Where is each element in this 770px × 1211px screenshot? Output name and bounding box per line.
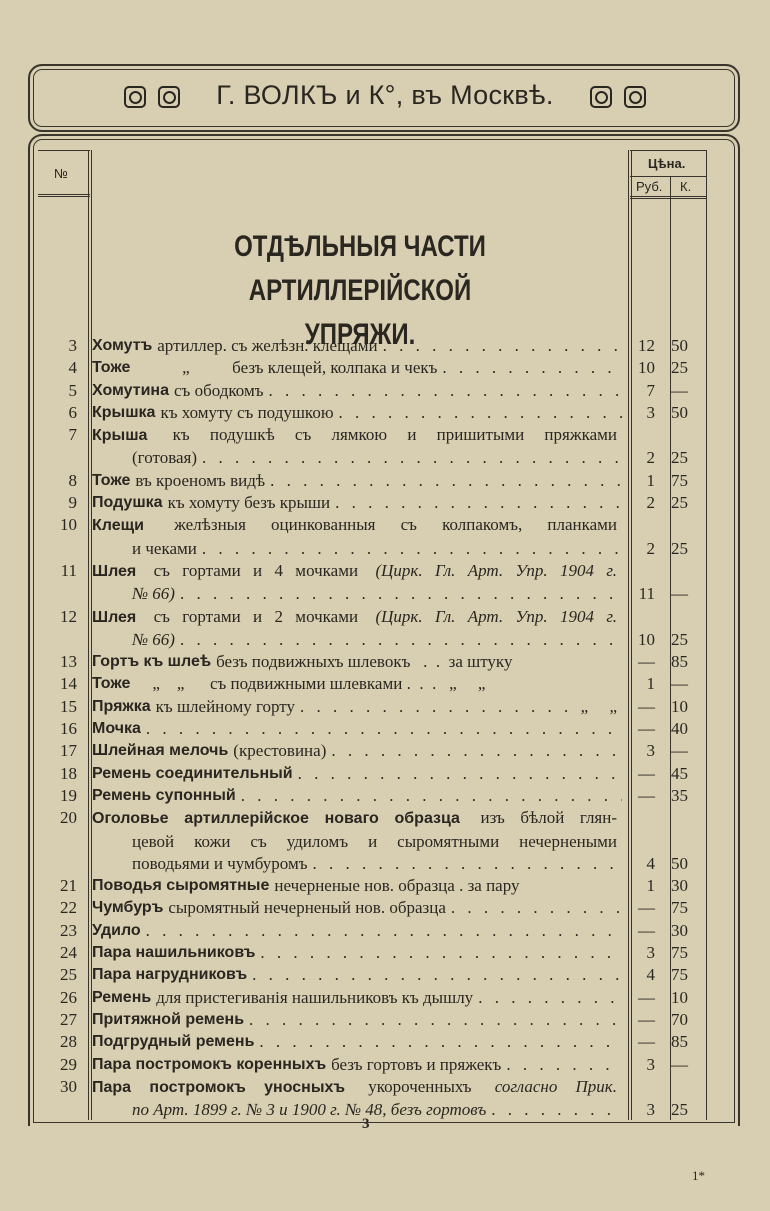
dot-leader	[451, 897, 622, 919]
item-detail: (готовая)	[132, 448, 198, 468]
list-item	[38, 987, 708, 1009]
description-line	[92, 942, 622, 964]
item-name: Крыша	[92, 427, 148, 445]
list-item	[38, 763, 708, 785]
price-kopecks: —	[671, 380, 688, 400]
item-name: Ремень супонный	[92, 786, 236, 804]
ornament-icon	[624, 86, 646, 108]
header-rule	[630, 150, 707, 151]
dot-leader	[202, 538, 622, 560]
description-line	[92, 718, 622, 740]
price-kopecks: 75	[671, 470, 688, 490]
price-rubles: 1	[646, 876, 655, 896]
item-description	[92, 651, 622, 673]
description-line	[92, 1099, 622, 1121]
item-name: Хомутъ	[92, 337, 153, 354]
price-kopecks: 25	[671, 538, 688, 558]
price-rubles: —	[638, 763, 655, 783]
item-description	[92, 987, 622, 1009]
list-item	[38, 606, 708, 652]
publisher-title: Г. ВОЛКЪ и К°, въ Москвѣ.	[216, 80, 554, 110]
ornament-icon	[158, 86, 180, 108]
item-reference: (Цирк. Гл. Арт. Упр. 1904 г.	[375, 606, 618, 626]
dot-leader	[442, 357, 622, 379]
list-item	[38, 380, 708, 402]
dot-leader	[146, 718, 622, 740]
item-name: Шлея	[92, 608, 137, 626]
price-rubles: —	[638, 1032, 655, 1052]
price-kopecks: 25	[671, 493, 688, 513]
item-number: 8	[68, 470, 77, 490]
item-number: 16	[60, 719, 77, 739]
item-description	[92, 424, 622, 470]
price-rubles: 10	[638, 358, 655, 378]
price-kopecks: 50	[671, 402, 688, 422]
price-kopecks: 30	[671, 920, 688, 940]
description-line	[92, 514, 622, 537]
item-number: 10	[60, 515, 77, 535]
item-detail: нечерненые нов. образца . за пару	[274, 876, 520, 896]
price-column-header: Цѣна.	[648, 156, 686, 171]
item-name: Пряжка	[92, 697, 151, 715]
item-description	[92, 606, 622, 652]
header-rule	[630, 176, 707, 177]
dot-leader	[180, 583, 622, 605]
price-kopecks: 75	[671, 965, 688, 985]
item-detail: изъ бѣлой глян-	[480, 808, 618, 828]
description-line	[92, 335, 622, 357]
description-line	[92, 424, 622, 447]
item-number: 12	[60, 606, 77, 626]
price-kopecks: 85	[671, 1032, 688, 1052]
price-rubles: 3	[646, 1100, 655, 1120]
description-line	[92, 696, 622, 718]
list-item	[38, 492, 708, 514]
kop-column-header: К.	[680, 179, 692, 194]
price-rubles: —	[638, 920, 655, 940]
item-name: Тоже	[92, 359, 131, 377]
item-number: 9	[68, 493, 77, 513]
item-reference: № 66)	[132, 629, 175, 649]
item-name: Пара нашильниковъ	[92, 944, 256, 962]
list-item	[38, 740, 708, 762]
item-reference: (Цирк. Гл. Арт. Упр. 1904 г.	[375, 560, 618, 580]
item-description	[92, 942, 622, 964]
list-item	[38, 964, 708, 986]
item-name: Подушка	[92, 494, 163, 512]
item-name: Шлейная мелочь	[92, 742, 229, 760]
price-rubles: —	[638, 898, 655, 918]
price-rubles: 1	[646, 674, 655, 694]
price-rubles: 4	[646, 853, 655, 873]
item-number: 13	[60, 652, 77, 672]
signature-mark: 1*	[692, 1168, 705, 1183]
dot-leader	[506, 1054, 622, 1076]
item-number: 17	[60, 741, 77, 761]
item-detail: „ безъ клещей, колпака и чекъ	[135, 358, 438, 378]
item-detail: желѣзныя оцинкованныя съ колпакомъ, планками	[174, 515, 617, 535]
item-detail: съ гортами и 4 мочками	[153, 560, 359, 580]
price-rubles: 3	[646, 402, 655, 422]
item-detail: съ ободкомъ	[173, 380, 264, 400]
item-detail: цевой кожи съ удиломъ и сыромятными нечернеными	[132, 831, 617, 851]
dot-leader	[331, 740, 622, 762]
item-description	[92, 492, 622, 514]
price-rubles: —	[638, 987, 655, 1007]
item-name: Чумбуръ	[92, 899, 164, 917]
item-name: Ремень	[92, 988, 152, 1006]
item-number: 28	[60, 1032, 77, 1052]
item-name: Пара нагрудниковъ	[92, 966, 248, 984]
list-item	[38, 651, 708, 673]
item-description	[92, 718, 622, 740]
item-description	[92, 1031, 622, 1053]
item-number: 26	[60, 987, 77, 1007]
item-description	[92, 357, 622, 379]
item-name: Тоже	[92, 675, 131, 693]
header-rule	[630, 196, 707, 199]
item-name: Удило	[92, 921, 141, 939]
item-name: Ремень соединительный	[92, 764, 293, 782]
price-rubles: 3	[646, 943, 655, 963]
item-name: Тоже	[92, 471, 131, 489]
item-reference: согласно Прик.	[494, 1076, 618, 1096]
price-kopecks: 85	[671, 652, 688, 672]
description-line	[92, 447, 622, 469]
item-description	[92, 335, 622, 357]
item-number: 20	[60, 808, 77, 828]
item-number: 3	[68, 336, 77, 355]
price-rubles: 7	[646, 380, 655, 400]
list-item	[38, 1009, 708, 1031]
price-kopecks: —	[671, 674, 688, 694]
dot-leader	[298, 763, 622, 785]
item-number: 5	[68, 380, 77, 400]
description-line	[92, 920, 622, 942]
price-kopecks: 25	[671, 1100, 688, 1120]
item-name: Крышка	[92, 403, 156, 421]
item-description	[92, 514, 622, 560]
price-kopecks: 10	[671, 987, 688, 1007]
price-kopecks: 45	[671, 763, 688, 783]
list-item	[38, 335, 708, 357]
item-description	[92, 763, 622, 785]
description-line	[92, 606, 622, 629]
description-line	[92, 785, 622, 807]
description-line	[92, 897, 622, 919]
item-number: 15	[60, 696, 77, 716]
item-detail: безъ гортовъ и пряжекъ	[331, 1054, 502, 1074]
item-detail: артиллер. съ желѣзн. клещами	[157, 336, 378, 355]
description-line	[92, 673, 622, 695]
dot-leader	[252, 964, 622, 986]
item-name: Подгрудный ремень	[92, 1033, 255, 1051]
item-description	[92, 560, 622, 606]
dot-leader	[339, 402, 622, 424]
price-kopecks: 30	[671, 876, 688, 896]
item-description	[92, 380, 622, 402]
description-line	[92, 807, 622, 830]
price-kopecks: 75	[671, 943, 688, 963]
item-detail: укороченныхъ	[368, 1076, 472, 1096]
list-item	[38, 470, 708, 492]
price-rubles: 2	[646, 448, 655, 468]
item-number: 27	[60, 1009, 77, 1029]
heading-line: УПРЯЖИ.	[304, 318, 416, 351]
item-detail: къ хомуту съ подушкою	[160, 402, 334, 422]
item-detail: (крестовина)	[233, 741, 327, 761]
price-kopecks: 25	[671, 448, 688, 468]
description-line	[92, 853, 622, 875]
item-detail: въ кроеномъ видѣ	[135, 470, 266, 490]
item-name: Хомутина	[92, 381, 169, 399]
price-kopecks: —	[671, 1054, 688, 1074]
list-item	[38, 514, 708, 560]
dot-leader	[202, 447, 622, 469]
ornament-icon	[124, 86, 146, 108]
number-column-header: №	[54, 166, 68, 181]
description-line	[92, 987, 622, 1009]
dot-leader	[335, 492, 622, 514]
price-kopecks: 25	[671, 358, 688, 378]
item-description	[92, 1076, 622, 1122]
price-kopecks: —	[671, 741, 688, 761]
dot-leader	[146, 920, 622, 942]
list-item	[38, 920, 708, 942]
price-rubles: 2	[646, 493, 655, 513]
item-number: 30	[60, 1076, 77, 1096]
item-reference: по Арт. 1899 г. № 3 и 1900 г. № 48, безъ гортовъ	[132, 1100, 487, 1120]
item-detail: съ гортами и 2 мочками	[153, 606, 359, 626]
price-kopecks: 50	[671, 336, 688, 355]
item-name: Мочка	[92, 720, 141, 738]
list-item	[38, 807, 708, 875]
ornament-icon	[590, 86, 612, 108]
price-kopecks: 25	[671, 629, 688, 649]
dot-leader	[313, 853, 622, 875]
item-detail: и чеками	[132, 538, 197, 558]
price-kopecks: 70	[671, 1009, 688, 1029]
item-name: Пара постромокъ уносныхъ	[92, 1078, 346, 1096]
item-number: 21	[60, 876, 77, 896]
list-item	[38, 696, 708, 718]
item-number: 18	[60, 763, 77, 783]
item-description	[92, 897, 622, 919]
price-kopecks: 10	[671, 696, 688, 716]
price-rubles: 4	[646, 965, 655, 985]
dot-leader	[249, 1009, 622, 1031]
item-detail: къ хомуту безъ крыши	[167, 493, 331, 513]
item-description	[92, 696, 622, 718]
item-name: Пара постромокъ коренныхъ	[92, 1055, 327, 1073]
item-description	[92, 875, 622, 897]
item-description	[92, 807, 622, 875]
dot-leader	[241, 785, 622, 807]
item-number: 24	[60, 943, 77, 963]
description-line	[92, 629, 622, 651]
list-item	[38, 718, 708, 740]
item-name: Притяжной ремень	[92, 1010, 245, 1028]
price-kopecks: 35	[671, 785, 688, 805]
item-description	[92, 964, 622, 986]
item-description	[92, 740, 622, 762]
item-reference: № 66)	[132, 584, 175, 604]
description-line	[92, 492, 622, 514]
list-item	[38, 875, 708, 897]
item-name: Гортъ къ шлеѣ	[92, 653, 212, 671]
description-line	[92, 1031, 622, 1053]
item-name: Поводья сыромятные	[92, 877, 270, 895]
description-line	[92, 651, 622, 673]
item-number: 4	[68, 358, 77, 378]
price-rubles: —	[638, 785, 655, 805]
price-list	[38, 335, 708, 1121]
price-rubles: 1	[646, 470, 655, 490]
heading-line: ОТДѢЛЬНЫЯ ЧАСТИ АРТИЛЛЕРІЙСКОЙ	[234, 230, 486, 307]
description-line	[92, 964, 622, 986]
item-detail: къ подушкѣ съ лямкою и пришитыми пряжками	[172, 425, 617, 445]
list-item	[38, 402, 708, 424]
item-name: Клещи	[92, 517, 144, 535]
item-detail: къ шлейному горту	[155, 696, 295, 716]
dot-leader	[259, 1031, 622, 1053]
list-item	[38, 1054, 708, 1076]
dot-leader	[269, 380, 623, 402]
item-name: Оголовье артиллерійское новаго образца	[92, 810, 460, 828]
item-description	[92, 1009, 622, 1031]
price-rubles: —	[638, 1009, 655, 1029]
item-number: 29	[60, 1054, 77, 1074]
price-rubles: —	[638, 719, 655, 739]
description-line	[92, 357, 622, 379]
rub-column-header: Руб.	[636, 179, 663, 194]
dot-leader	[383, 335, 622, 357]
description-line	[92, 470, 622, 492]
price-rubles: 12	[638, 336, 655, 355]
header-rule	[38, 150, 90, 151]
description-line	[92, 583, 622, 605]
list-item	[38, 942, 708, 964]
item-detail: „ „ съ подвижными шлевками . . . „ „	[135, 674, 486, 694]
dot-leader	[260, 942, 622, 964]
item-description	[92, 920, 622, 942]
price-kopecks: —	[671, 584, 688, 604]
item-description	[92, 402, 622, 424]
item-description	[92, 1054, 622, 1076]
list-item	[38, 1076, 708, 1122]
item-number: 19	[60, 785, 77, 805]
item-number: 14	[60, 674, 77, 694]
dot-leader	[300, 696, 581, 718]
description-line	[92, 402, 622, 424]
price-rubles: 10	[638, 629, 655, 649]
list-item	[38, 1031, 708, 1053]
description-line	[92, 1054, 622, 1076]
item-number: 11	[60, 560, 77, 580]
description-line	[92, 740, 622, 762]
dot-leader	[270, 470, 622, 492]
item-detail: поводьями и чумбуромъ	[132, 853, 308, 873]
description-line	[92, 538, 622, 560]
item-description	[92, 673, 622, 695]
description-line	[92, 560, 622, 583]
price-rubles: —	[638, 696, 655, 716]
item-number: 7	[68, 425, 77, 445]
price-kopecks: 50	[671, 853, 688, 873]
price-rubles: 3	[646, 1054, 655, 1074]
list-item	[38, 424, 708, 470]
dot-leader	[491, 1099, 622, 1121]
price-rubles: 3	[646, 741, 655, 761]
price-rubles: —	[638, 652, 655, 672]
header-rule	[38, 194, 90, 197]
page-number: 3	[362, 1116, 370, 1132]
item-description	[92, 470, 622, 492]
price-rubles: 2	[646, 538, 655, 558]
item-detail: безъ подвижныхъ шлевокъ . . за штуку	[216, 652, 513, 672]
item-detail: „ „	[580, 696, 617, 716]
description-line	[92, 875, 622, 897]
item-number: 23	[60, 920, 77, 940]
description-line	[92, 831, 622, 853]
list-item	[38, 785, 708, 807]
list-item	[38, 560, 708, 606]
price-kopecks: 75	[671, 898, 688, 918]
item-name: Шлея	[92, 562, 137, 580]
item-number: 25	[60, 965, 77, 985]
item-number: 6	[68, 402, 77, 422]
description-line	[92, 1009, 622, 1031]
list-item	[38, 357, 708, 379]
item-detail: для пристегиванія нашильниковъ къ дышлу	[156, 987, 474, 1007]
description-line	[92, 1076, 622, 1099]
item-number: 22	[60, 898, 77, 918]
description-line	[92, 380, 622, 402]
description-line	[92, 763, 622, 785]
dot-leader	[478, 987, 622, 1009]
list-item	[38, 897, 708, 919]
price-kopecks: 40	[671, 719, 688, 739]
dot-leader	[180, 629, 622, 651]
publisher-header	[0, 80, 770, 111]
price-rubles: 11	[638, 584, 655, 604]
list-item	[38, 673, 708, 695]
item-description	[92, 785, 622, 807]
item-detail: сыромятный нечерненый нов. образца	[168, 898, 446, 918]
